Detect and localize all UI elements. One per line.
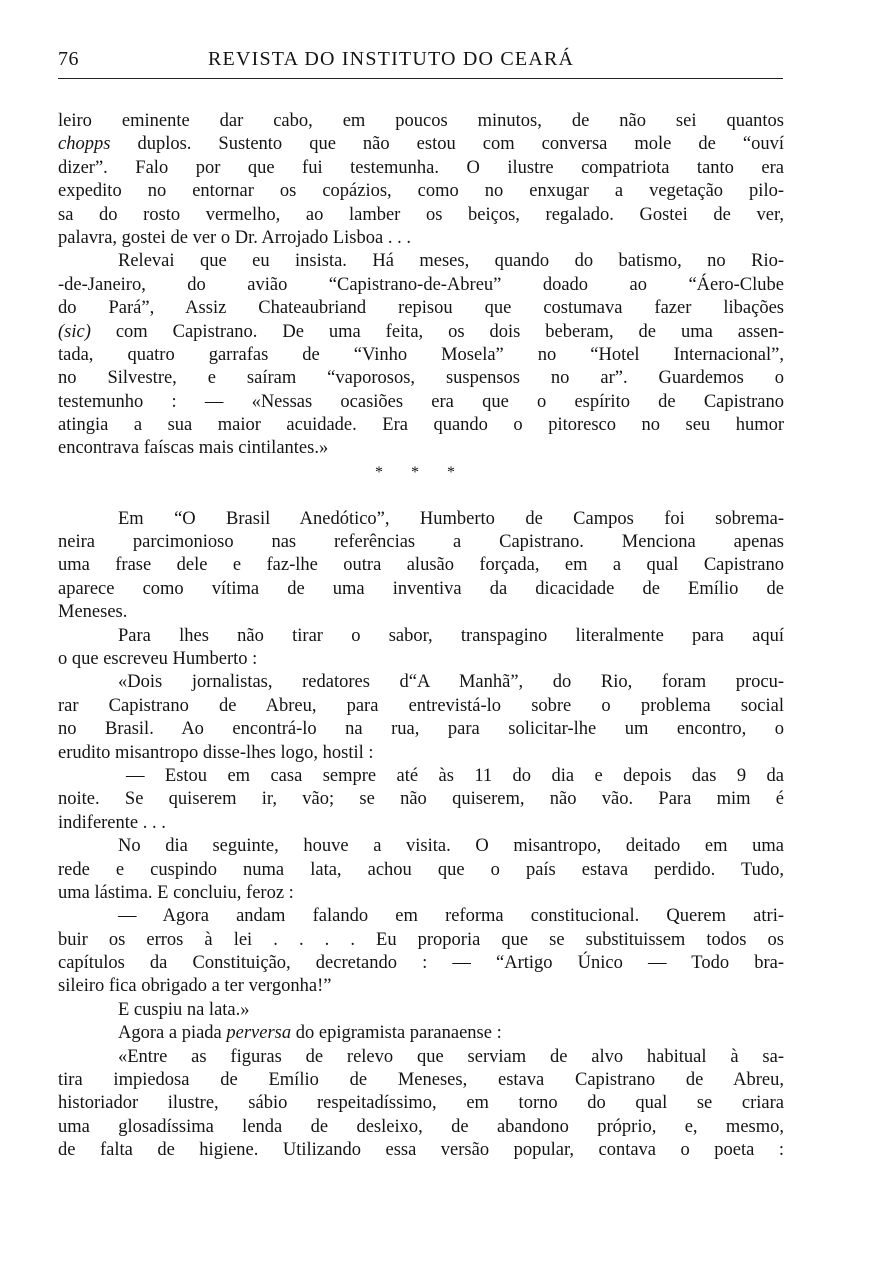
text-line: tira impiedosa de Emílio de Meneses, estava Capistrano de Abreu, [58, 1070, 784, 1091]
text-line [58, 133, 784, 156]
text-line: atingia a sua maior acuidade. Era quando o pitoresco no seu humor [58, 415, 784, 436]
text-line: uma frase dele e faz-lhe outra alusão forçada, em a qual Capistrano [58, 555, 784, 576]
text-line: sileiro fica obrigado a ter vergonha!” [58, 976, 332, 997]
page-header [58, 48, 783, 79]
text-line: — Agora andam falando em reforma constitucional. Querem atri- [118, 906, 784, 927]
text-line: historiador ilustre, sábio respeitadíssimo, em torno do qual se criara [58, 1093, 784, 1114]
text-line: Relevai que eu insista. Há meses, quando do batismo, no Rio- [118, 251, 784, 272]
italic-word: (sic) [58, 321, 91, 342]
text-line: do Pará”, Assiz Chateaubriand repisou que costumava fazer libações [58, 298, 784, 319]
text-fragment: duplos. Sustento que não estou com conversa mole de “ouví [110, 134, 784, 155]
text-line: buir os erros à lei . . . . Eu proporia que se substituissem todos os [58, 929, 784, 950]
text-line: neira parcimonioso nas referências a Capistrano. Menciona apenas [58, 532, 784, 553]
running-title: REVISTA DO INSTITUTO DO CEARÁ [208, 48, 575, 70]
text-line: Meneses. [58, 602, 128, 623]
text-line: sa do rosto vermelho, ao lamber os beiços, regalado. Gostei de ver, [58, 204, 784, 225]
text-fragment: Agora a piada [118, 1023, 227, 1044]
text-line: erudito misantropo disse-lhes logo, hostil : [58, 742, 374, 763]
italic-word: chopps [58, 134, 111, 155]
body-text [58, 110, 784, 1163]
text-line: — Estou em casa sempre até às 11 do dia e depois das 9 da [126, 765, 784, 786]
text-line: tada, quatro garrafas de “Vinho Mosela” no “Hotel Internacional”, [58, 344, 784, 365]
text-line: no Silvestre, e saíram “vaporosos, suspensos no ar”. Guardemos o [58, 368, 784, 389]
text-fragment: com Capistrano. De uma feita, os dois beberam, de uma assen- [90, 321, 784, 342]
text-line: rar Capistrano de Abreu, para entrevistá-lo sobre o problema social [58, 695, 784, 716]
text-line: Em “O Brasil Anedótico”, Humberto de Campos foi sobrema- [118, 508, 784, 529]
text-line: indiferente . . . [58, 812, 166, 833]
text-line: noite. Se quiserem ir, vão; se não quiserem, não vão. Para mim é [58, 789, 784, 810]
text-line: dizer”. Falo por que fui testemunha. O ilustre compatriota tanto era [58, 157, 784, 178]
text-line: uma lástima. E concluiu, feroz : [58, 882, 294, 903]
blank-space [58, 484, 784, 507]
text-line: «Entre as figuras de relevo que serviam de alvo habitual à sa- [118, 1046, 784, 1067]
italic-word: perversa [226, 1023, 292, 1044]
text-line: no Brasil. Ao encontrá-lo na rua, para solicitar-lhe um encontro, o [58, 719, 784, 740]
page-number: 76 [58, 48, 79, 70]
text-line: No dia seguinte, houve a visita. O misantropo, deitado em uma [118, 836, 784, 857]
text-line: «Dois jornalistas, redatores d“A Manhã”, do Rio, foram procu- [118, 672, 784, 693]
text-line: expedito no entornar os copázios, como no enxugar a vegetação pilo- [58, 181, 784, 202]
text-line: -de-Janeiro, do avião “Capistrano-de-Abreu” doado ao “Áero-Clube [58, 274, 784, 295]
text-line: capítulos da Constituição, decretando : — “Artigo Único — Todo bra- [58, 953, 784, 974]
text-line: uma glosadíssima lenda de desleixo, de abandono próprio, e, mesmo, [58, 1116, 784, 1137]
text-fragment: do epigramista paranaense : [291, 1023, 502, 1044]
text-line [58, 1022, 784, 1045]
text-line: o que escreveu Humberto : [58, 648, 258, 669]
text-line: leiro eminente dar cabo, em poucos minutos, de não sei quantos [58, 111, 784, 131]
text-line [58, 321, 784, 344]
text-line: aparece como vítima de uma inventiva da dicacidade de Emílio de [58, 578, 784, 599]
section-separator: * * * [375, 463, 467, 481]
text-line: palavra, gostei de ver o Dr. Arrojado Lisboa . . . [58, 227, 411, 248]
text-line: E cuspiu na lata.» [118, 999, 250, 1020]
text-line: encontrava faíscas mais cintilantes.» [58, 438, 329, 459]
text-line: Para lhes não tirar o sabor, transpagino literalmente para aquí [118, 625, 784, 646]
text-line: rede e cuspindo numa lata, achou que o país estava perdido. Tudo, [58, 859, 784, 880]
text-line: testemunho : — «Nessas ocasiões era que o espírito de Capistrano [58, 391, 784, 412]
text-line: de falta de higiene. Utilizando essa versão popular, contava o poeta : [58, 1140, 784, 1161]
